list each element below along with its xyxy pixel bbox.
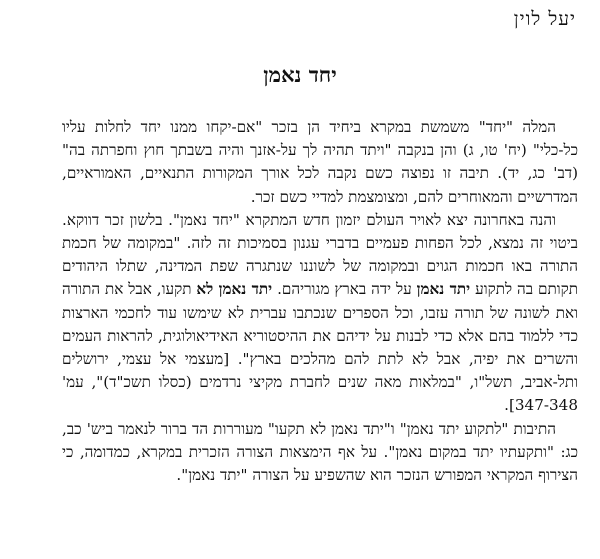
author-name: יעל לוין: [513, 8, 576, 30]
paragraph-text: המלה "יחד" משמשת במקרא ביחיד הן בזכר "אם-יקחו ממנו יחד לחלות עליו כל-כלי" (יח' טו, ג) והן בנקבה "ויתד תהיה לך על-אזנך והיה בשבתך חוץ וחפרתה בה" (דב' כג, יד). תיבה זו נפוצה כשם נקבה לכל אורך המקורות התנאיים, האמוראיים, המדרשיים והמאוחרים להם, ומצומצמת למדיי כשם זכר.: [62, 118, 578, 206]
paragraph-text: תקעו, אבל את התורה ואת לשונה של תורה עזבו, וכל הספרים שנכתבו עברית לא שימשו עוד לחכמי הארצות כדי ללמוד בהם אלא כדי לבנות על ידיהם את ההיסטוריא האידיאולוגית, להראות העמים והשרים את יפיה, אבל לא לתת להם מהלכים בארץ". [מעצמי אל עצמי, ירושלים ותל-אביב, תשל"ו, "במלאות מאה שנים לחברת מקיצי נרדמים (כסלו תשכ"ד)", עמ' 347-348].: [62, 280, 578, 415]
bold-phrase: יתד נאמן: [416, 280, 471, 299]
paragraph-text: על ידה בארץ מגוריהם.: [272, 280, 417, 299]
article-body: [62, 116, 578, 487]
paragraph-text: התיבות "לתקוע יתד נאמן" ו"יתד נאמן לא תקעו" מעוררות הד ברור לנאמר ביש' כב, כג: "ותקעתיו יתד במקום נאמן". על אף הימצאות הצורה הזכרית במקרא, כמדומה, כי הצירוף המקראי המפורש הנזכר הוא שהשפיע על הצורה "יתד נאמן".: [62, 419, 578, 485]
paragraph-text: והנה באחרונה יצא לאויר העולם יזמון חדש המתקרא "יחד נאמן". בלשון זכר דווקא. ביטוי זה נמצא, לכל הפחות פעמיים בדברי עגנון בסמיכות זה לזה. "במקומה של חכמת התורה באו חכמות הגוים ובמקומה של לשוננו שנתגרה שפת המדינה, שתלו היהודים תקותם בה לתקוע: [62, 210, 578, 299]
paragraph-1: [62, 116, 578, 209]
article-title: יחד נאמן: [263, 62, 337, 87]
paragraph-2: [62, 209, 578, 418]
bold-phrase: יתד נאמן לא: [196, 280, 273, 299]
paragraph-3: [62, 418, 578, 488]
